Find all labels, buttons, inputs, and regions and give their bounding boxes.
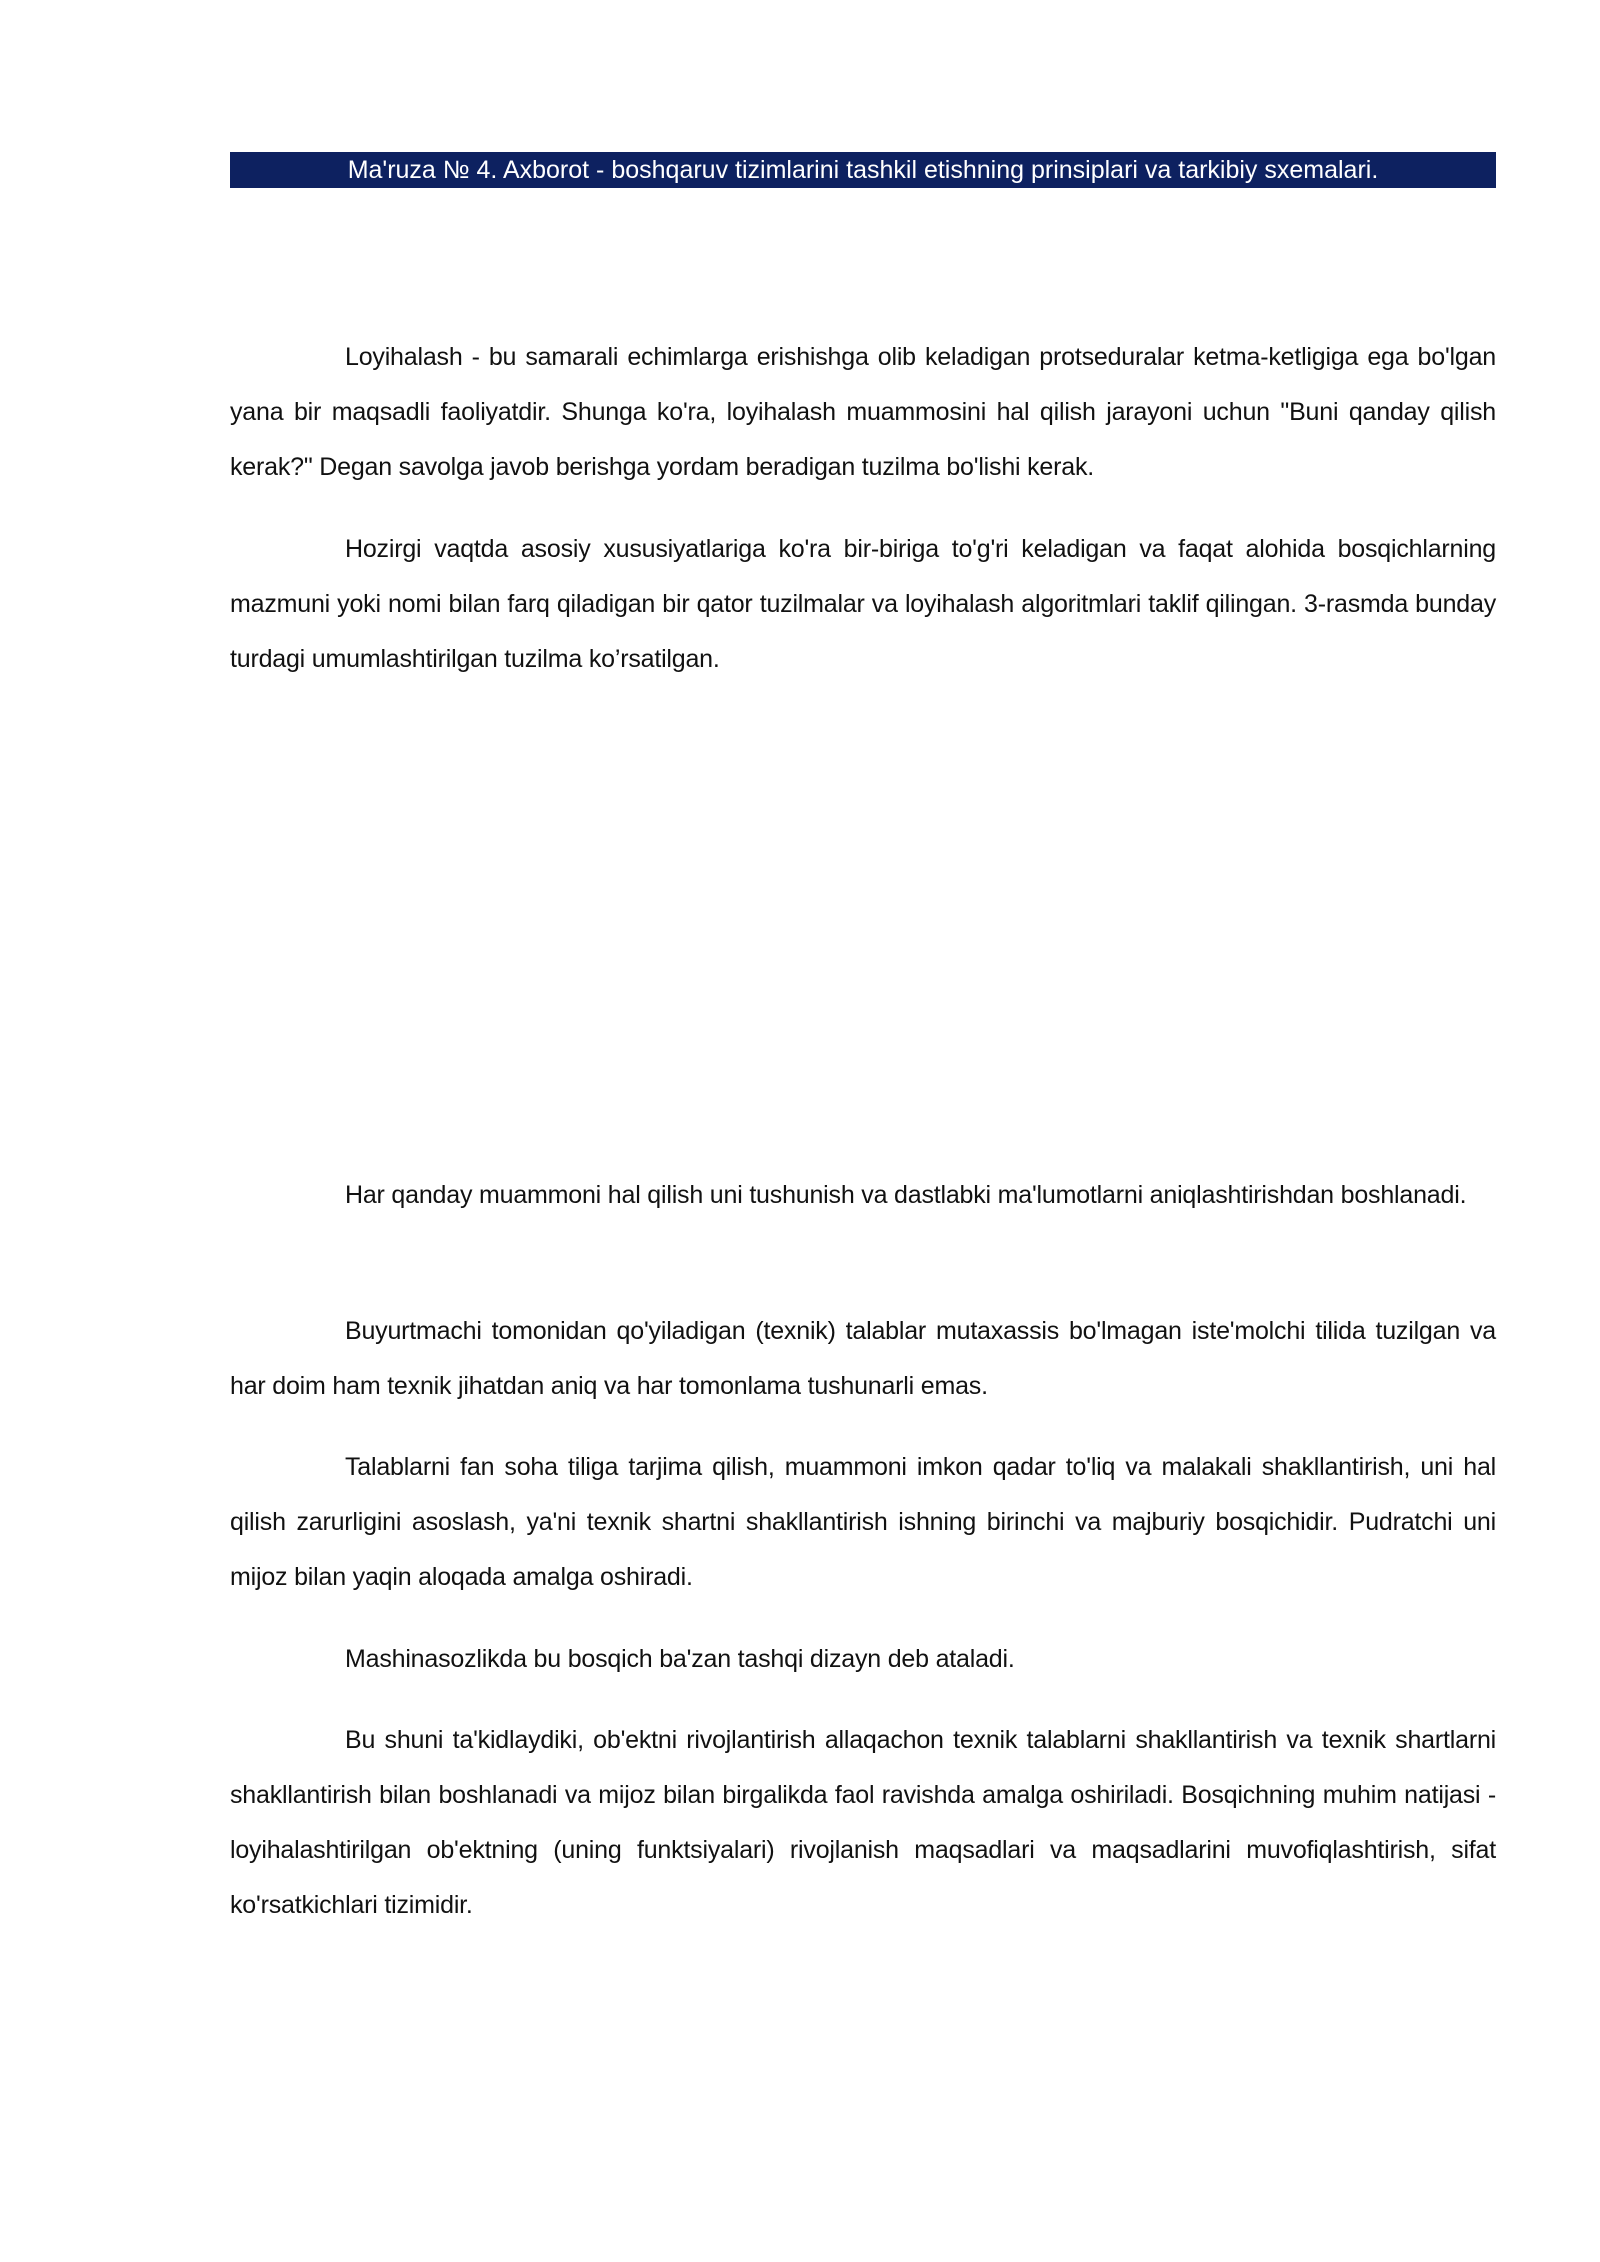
figure-placeholder	[230, 720, 1496, 1150]
paragraph-5: Talablarni fan soha tiliga tarjima qilish, muammoni imkon qadar to'liq va malakali shakllantirish, uni hal qilish zarurligini asoslash, ya'ni texnik shartni shakllantirish ishning birinchi va majburiy bosqichidir. Pudratchi uni mijoz bilan yaqin aloqada amalga oshiradi.	[230, 1453, 1496, 1591]
lecture-title: Ma'ruza № 4. Axborot - boshqaruv tizimlarini tashkil etishning prinsiplari va tarkibiy sxemalari.	[230, 152, 1496, 188]
paragraph-4: Buyurtmachi tomonidan qo'yiladigan (texnik) talablar mutaxassis bo'lmagan iste'molchi tilida tuzilgan va har doim ham texnik jihatdan aniq va har tomonlama tushunarli emas.	[230, 1317, 1496, 1400]
paragraph-6: Mashinasozlikda bu bosqich ba'zan tashqi dizayn deb ataladi.	[345, 1645, 1015, 1673]
paragraph-3: Har qanday muammoni hal qilish uni tushunish va dastlabki ma'lumotlarni aniqlashtirishdan boshlanadi.	[345, 1181, 1467, 1209]
paragraph-1: Loyihalash - bu samarali echimlarga erishishga olib keladigan protseduralar ketma-ketligiga ega bo'lgan yana bir maqsadli faoliyatdir. Shunga ko'ra, loyihalash muammosini hal qilish jarayoni uchun "Buni qanday qilish kerak?" Degan savolga javob berishga yordam beradigan tuzilma bo'lishi kerak.	[230, 343, 1496, 481]
paragraph-7: Bu shuni ta'kidlaydiki, ob'ektni rivojlantirish allaqachon texnik talablarni shakllantirish va texnik shartlarni shakllantirish bilan boshlanadi va mijoz bilan birgalikda faol ravishda amalga oshiriladi. Bosqichning muhim natijasi - loyihalashtirilgan ob'ektning (uning funktsiyalari) rivojlanish maqsadlari va maqsadlarini muvofiqlashtirish, sifat ko'rsatkichlari tizimidir.	[230, 1726, 1496, 1919]
paragraph-2: Hozirgi vaqtda asosiy xususiyatlariga ko'ra bir-biriga to'g'ri keladigan va faqat alohida bosqichlarning mazmuni yoki nomi bilan farq qiladigan bir qator tuzilmalar va loyihalash algoritmlari taklif qilingan. 3-rasmda bunday turdagi umumlashtirilgan tuzilma ko’rsatilgan.	[230, 535, 1496, 673]
